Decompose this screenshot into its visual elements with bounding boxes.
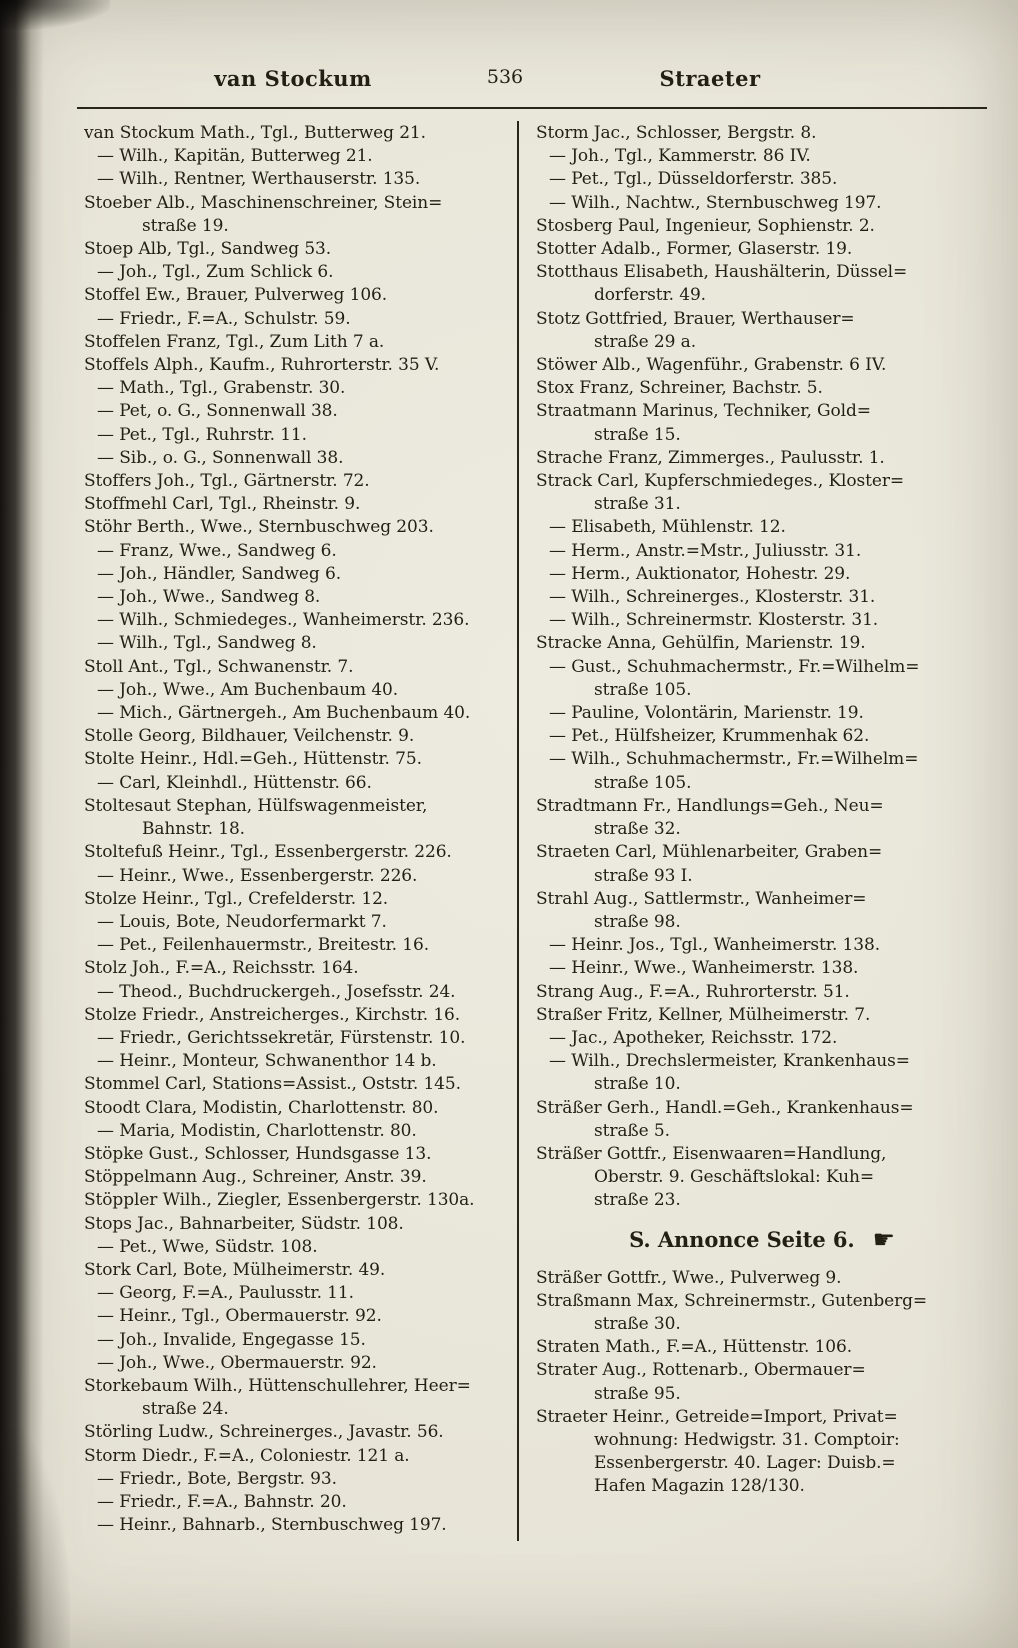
directory-line: straße 31. (594, 494, 681, 515)
directory-line: Stops Jac., Bahnarbeiter, Südstr. 108. (84, 1213, 404, 1234)
directory-line: Stotz Gottfried, Brauer, Werthauser= (536, 308, 855, 329)
directory-line: Straeter Heinr., Getreide=Import, Privat= (536, 1406, 898, 1427)
directory-line: — Heinr., Tgl., Obermauerstr. 92. (97, 1306, 382, 1327)
directory-line: Stork Carl, Bote, Mülheimerstr. 49. (84, 1259, 386, 1280)
directory-line: — Heinr., Monteur, Schwanenthor 14 b. (97, 1051, 437, 1072)
directory-line: Stracke Anna, Gehülfin, Marienstr. 19. (536, 633, 866, 654)
directory-line: Stoodt Clara, Modistin, Charlottenstr. 80. (84, 1097, 439, 1118)
directory-line: — Gust., Schuhmachermstr., Fr.=Wilhelm= (549, 656, 920, 677)
directory-line: — Wilh., Rentner, Werthauserstr. 135. (97, 169, 421, 190)
directory-line: — Pauline, Volontärin, Marienstr. 19. (549, 703, 864, 724)
directory-line: Stradtmann Fr., Handlungs=Geh., Neu= (536, 795, 884, 816)
annonce-text: S. Annonce Seite 6. (629, 1226, 855, 1252)
directory-line: — Joh., Wwe., Am Buchenbaum 40. (97, 679, 399, 700)
directory-line: Stoffmehl Carl, Tgl., Rheinstr. 9. (84, 494, 361, 515)
directory-line: — Pet., Wwe, Südstr. 108. (97, 1236, 318, 1257)
directory-line: Sträßer Gottfr., Eisenwaaren=Handlung, (536, 1143, 887, 1164)
directory-line: — Wilh., Nachtw., Sternbuschweg 197. (549, 192, 882, 213)
directory-line: Stoffels Alph., Kaufm., Ruhrorterstr. 35 V. (84, 355, 440, 376)
directory-line: Stoltefuß Heinr., Tgl., Essenbergerstr. 226. (84, 842, 452, 863)
directory-line: Stosberg Paul, Ingenieur, Sophienstr. 2. (536, 215, 875, 236)
directory-line: — Wilh., Kapitän, Butterweg 21. (97, 146, 373, 167)
directory-line: — Carl, Kleinhdl., Hüttenstr. 66. (97, 772, 372, 793)
directory-line: — Pet., Feilenhauermstr., Breitestr. 16. (97, 935, 430, 956)
directory-line: Storm Diedr., F.=A., Coloniestr. 121 a. (84, 1445, 410, 1466)
directory-line: Straßer Fritz, Kellner, Mülheimerstr. 7. (536, 1004, 871, 1025)
directory-line: Stöppler Wilh., Ziegler, Essenbergerstr. 130a. (84, 1190, 475, 1211)
directory-line: — Jac., Apotheker, Reichsstr. 172. (549, 1027, 838, 1048)
directory-line: wohnung: Hedwigstr. 31. Comptoir: (594, 1429, 900, 1450)
header-right-title: Straeter (659, 66, 761, 91)
directory-line: Sträßer Gottfr., Wwe., Pulverweg 9. (536, 1267, 842, 1288)
directory-line: Strack Carl, Kupferschmiedeges., Kloster= (536, 471, 905, 492)
directory-line: Essenbergerstr. 40. Lager: Duisb.= (594, 1453, 896, 1474)
directory-line: — Wilh., Drechslermeister, Krankenhaus= (549, 1051, 910, 1072)
directory-line: straße 29 a. (594, 331, 697, 352)
directory-line: Stommel Carl, Stations=Assist., Oststr. 145. (84, 1074, 461, 1095)
directory-line: Storm Jac., Schlosser, Bergstr. 8. (536, 123, 817, 143)
directory-line: straße 23. (594, 1190, 681, 1211)
directory-line: Bahnstr. 18. (142, 819, 245, 840)
directory-line: — Pet., Tgl., Düsseldorferstr. 385. (549, 169, 838, 190)
directory-line: straße 93 I. (594, 865, 693, 886)
directory-line: straße 10. (594, 1074, 681, 1095)
directory-line: — Wilh., Schreinerges., Klosterstr. 31. (549, 587, 876, 608)
directory-line: Storkebaum Wilh., Hüttenschullehrer, Heer= (84, 1375, 471, 1396)
directory-line: — Joh., Tgl., Kammerstr. 86 IV. (549, 146, 811, 167)
directory-line: Straeten Carl, Mühlenarbeiter, Graben= (536, 842, 883, 863)
directory-line: — Heinr. Jos., Tgl., Wanheimerstr. 138. (549, 935, 881, 956)
scan-corner-top-left (0, 0, 110, 30)
directory-line: — Wilh., Schuhmachermstr., Fr.=Wilhelm= (549, 749, 919, 770)
directory-line: — Mich., Gärtnergeh., Am Buchenbaum 40. (97, 703, 471, 724)
directory-line: Strater Aug., Rottenarb., Obermauer= (536, 1360, 866, 1381)
directory-line: Sträßer Gerh., Handl.=Geh., Krankenhaus= (536, 1097, 914, 1118)
directory-line: Stolze Friedr., Anstreicherges., Kirchstr. 16. (84, 1004, 461, 1025)
directory-line: straße 24. (142, 1399, 229, 1420)
directory-line: — Georg, F.=A., Paulusstr. 11. (97, 1283, 354, 1304)
header-rule (77, 107, 987, 109)
header-left-title: van Stockum (214, 66, 372, 91)
directory-line: — Heinr., Wwe., Essenbergerstr. 226. (97, 865, 418, 886)
scan-left-edge (0, 0, 44, 1648)
directory-line: — Joh., Wwe., Sandweg 8. (97, 587, 321, 608)
annonce-line (536, 1226, 988, 1254)
page-header (0, 66, 1018, 96)
directory-line: — Wilh., Tgl., Sandweg 8. (97, 633, 317, 654)
directory-line: — Maria, Modistin, Charlottenstr. 80. (97, 1120, 417, 1141)
directory-line: Stöpke Gust., Schlosser, Hundsgasse 13. (84, 1143, 432, 1164)
directory-line: straße 105. (594, 772, 692, 793)
directory-line: Hafen Magazin 128/130. (594, 1476, 805, 1497)
right-column (536, 122, 988, 1499)
directory-line: Störling Ludw., Schreinerges., Javastr. 56. (84, 1422, 444, 1443)
directory-line: — Pet, o. G., Sonnenwall 38. (97, 401, 338, 422)
directory-line: van Stockum Math., Tgl., Butterweg 21. (84, 123, 426, 143)
directory-line: — Wilh., Schreinermstr. Klosterstr. 31. (549, 610, 879, 631)
directory-line: Stoll Ant., Tgl., Schwanenstr. 7. (84, 656, 354, 677)
page-number: 536 (486, 66, 524, 88)
directory-line: Strahl Aug., Sattlermstr., Wanheimer= (536, 888, 867, 909)
directory-line: — Friedr., F.=A., Schulstr. 59. (97, 308, 351, 329)
directory-line: Strache Franz, Zimmerges., Paulusstr. 1. (536, 447, 885, 468)
directory-line: Oberstr. 9. Geschäftslokal: Kuh= (594, 1167, 875, 1188)
directory-line: Stöwer Alb., Wagenführ., Grabenstr. 6 IV. (536, 355, 887, 376)
directory-line: — Sib., o. G., Sonnenwall 38. (97, 447, 344, 468)
directory-line: Straßmann Max, Schreinermstr., Gutenberg= (536, 1290, 928, 1311)
directory-line: — Franz, Wwe., Sandweg 6. (97, 540, 337, 561)
directory-line: straße 32. (594, 819, 681, 840)
scan-corner-bottom-left (0, 1428, 70, 1648)
column-divider (517, 121, 519, 1541)
directory-line: straße 15. (594, 424, 681, 445)
left-column (84, 122, 510, 1537)
directory-line: — Joh., Tgl., Zum Schlick 6. (97, 262, 334, 283)
directory-line: — Louis, Bote, Neudorfermarkt 7. (97, 911, 387, 932)
directory-line: Stoep Alb, Tgl., Sandweg 53. (84, 239, 332, 260)
directory-line: — Friedr., Gerichtssekretär, Fürstenstr. 10. (97, 1027, 466, 1048)
directory-line: — Elisabeth, Mühlenstr. 12. (549, 517, 786, 538)
directory-line: Straten Math., F.=A., Hüttenstr. 106. (536, 1337, 853, 1358)
directory-line: straße 30. (594, 1313, 681, 1334)
directory-line: straße 19. (142, 215, 229, 236)
directory-line: — Pet., Hülfsheizer, Krummenhak 62. (549, 726, 870, 747)
directory-line: dorferstr. 49. (594, 285, 706, 306)
directory-line: — Herm., Anstr.=Mstr., Juliusstr. 31. (549, 540, 862, 561)
directory-line: straße 98. (594, 911, 681, 932)
directory-line: straße 95. (594, 1383, 681, 1404)
directory-line: Stolle Georg, Bildhauer, Veilchenstr. 9. (84, 726, 415, 747)
directory-line: Stoffel Ew., Brauer, Pulverweg 106. (84, 285, 388, 306)
directory-line: — Joh., Invalide, Engegasse 15. (97, 1329, 366, 1350)
directory-line: — Wilh., Schmiedeges., Wanheimerstr. 236. (97, 610, 470, 631)
directory-line: Stoffers Joh., Tgl., Gärtnerstr. 72. (84, 471, 370, 492)
directory-line: — Heinr., Wwe., Wanheimerstr. 138. (549, 958, 859, 979)
directory-line: Strang Aug., F.=A., Ruhrorterstr. 51. (536, 981, 850, 1002)
directory-line: — Friedr., F.=A., Bahnstr. 20. (97, 1491, 347, 1512)
directory-line: — Joh., Händler, Sandweg 6. (97, 563, 341, 584)
directory-line: — Pet., Tgl., Ruhrstr. 11. (97, 424, 307, 445)
directory-line: Stoltesaut Stephan, Hülfswagenmeister, (84, 795, 428, 816)
directory-line: Stolte Heinr., Hdl.=Geh., Hüttenstr. 75. (84, 749, 422, 770)
directory-line: Stöhr Berth., Wwe., Sternbuschweg 203. (84, 517, 434, 538)
directory-line: Stotter Adalb., Former, Glaserstr. 19. (536, 239, 853, 260)
directory-line: Stoffelen Franz, Tgl., Zum Lith 7 a. (84, 331, 385, 352)
directory-line: Straatmann Marinus, Techniker, Gold= (536, 401, 871, 422)
directory-line: — Friedr., Bote, Bergstr. 93. (97, 1468, 337, 1489)
directory-line: Stolz Joh., F.=A., Reichsstr. 164. (84, 958, 359, 979)
directory-line: — Theod., Buchdruckergeh., Josefsstr. 24. (97, 981, 456, 1002)
directory-line: — Joh., Wwe., Obermauerstr. 92. (97, 1352, 377, 1373)
directory-line: straße 105. (594, 679, 692, 700)
directory-line: Stox Franz, Schreiner, Bachstr. 5. (536, 378, 823, 399)
directory-line: Stotthaus Elisabeth, Haushälterin, Düssel= (536, 262, 908, 283)
directory-line: Stöppelmann Aug., Schreiner, Anstr. 39. (84, 1167, 427, 1188)
directory-line: — Herm., Auktionator, Hohestr. 29. (549, 563, 851, 584)
directory-line: straße 5. (594, 1120, 670, 1141)
directory-line: Stolze Heinr., Tgl., Crefelderstr. 12. (84, 888, 389, 909)
directory-line: — Math., Tgl., Grabenstr. 30. (97, 378, 346, 399)
directory-line: Stoeber Alb., Maschinenschreiner, Stein= (84, 192, 443, 213)
directory-line: — Heinr., Bahnarb., Sternbuschweg 197. (97, 1515, 447, 1536)
manicule-icon: ☛ (872, 1225, 895, 1255)
